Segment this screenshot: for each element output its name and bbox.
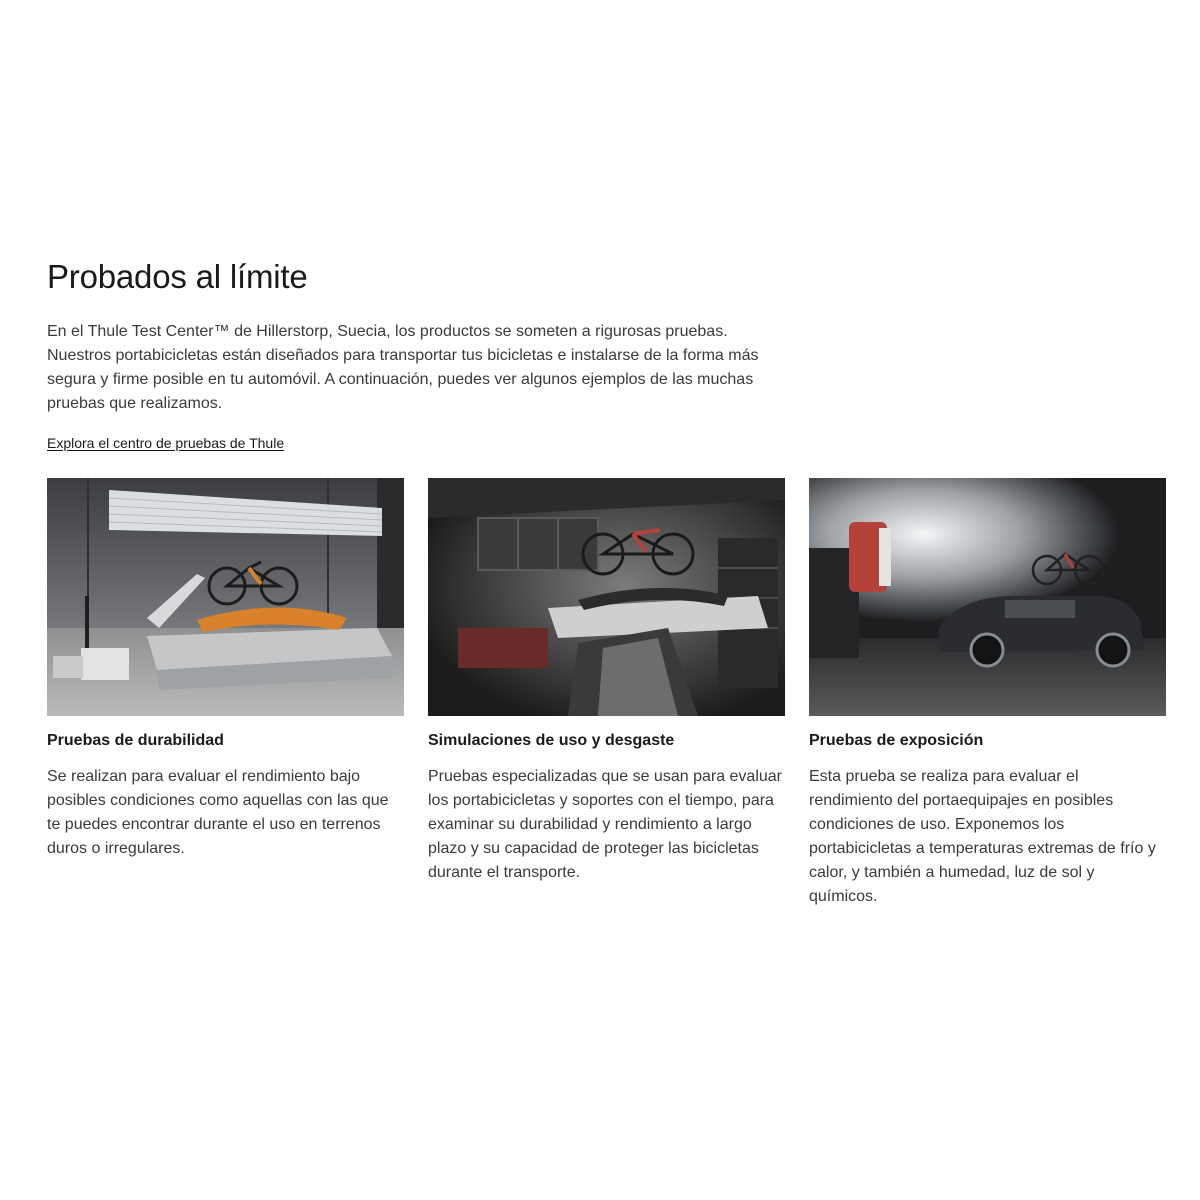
explore-test-center-link[interactable]: Explora el centro de pruebas de Thule <box>47 435 285 451</box>
tested-to-the-limit-section <box>47 256 1166 905</box>
card-text: Pruebas especializadas que se usan para evaluar los portabicicletas y soportes con el tiempo, para examinar su durabilidad y rendimiento a largo plazo y su capacidad de proteger las bicicletas durante el transporte. <box>428 768 783 881</box>
card-text: Se realizan para evaluar el rendimiento bajo posibles condiciones como aquellas con las que te puedes encontrar durante el uso en terrenos duros o irregulares. <box>47 768 389 857</box>
exposure-test-image <box>809 478 1166 716</box>
test-cards <box>47 478 1166 909</box>
card-title: Simulaciones de uso y desgaste <box>428 732 675 749</box>
wear-simulation-image <box>428 478 785 716</box>
durability-test-image <box>47 478 404 716</box>
card-title: Pruebas de durabilidad <box>47 732 224 749</box>
card-wear-simulation <box>428 478 785 909</box>
card-exposure <box>809 478 1166 909</box>
section-title: Probados al límite <box>47 258 308 295</box>
card-title: Pruebas de exposición <box>809 732 984 749</box>
card-durability <box>47 478 404 909</box>
section-intro: En el Thule Test Center™ de Hillerstorp, Suecia, los productos se someten a rigurosas pruebas. Nuestros portabicicletas están diseñados para transportar tus bicicletas e instalarse de la forma más segura y firme posible en tu automóvil. A continuación, puedes ver algunos ejemplos de las muchas pruebas que realizamos. <box>47 323 759 412</box>
card-text: Esta prueba se realiza para evaluar el rendimiento del portaequipajes en posibles condiciones de uso. Exponemos los portabicicletas a temperaturas extremas de frío y calor, y también a humedad, luz de sol y químicos. <box>809 768 1156 905</box>
